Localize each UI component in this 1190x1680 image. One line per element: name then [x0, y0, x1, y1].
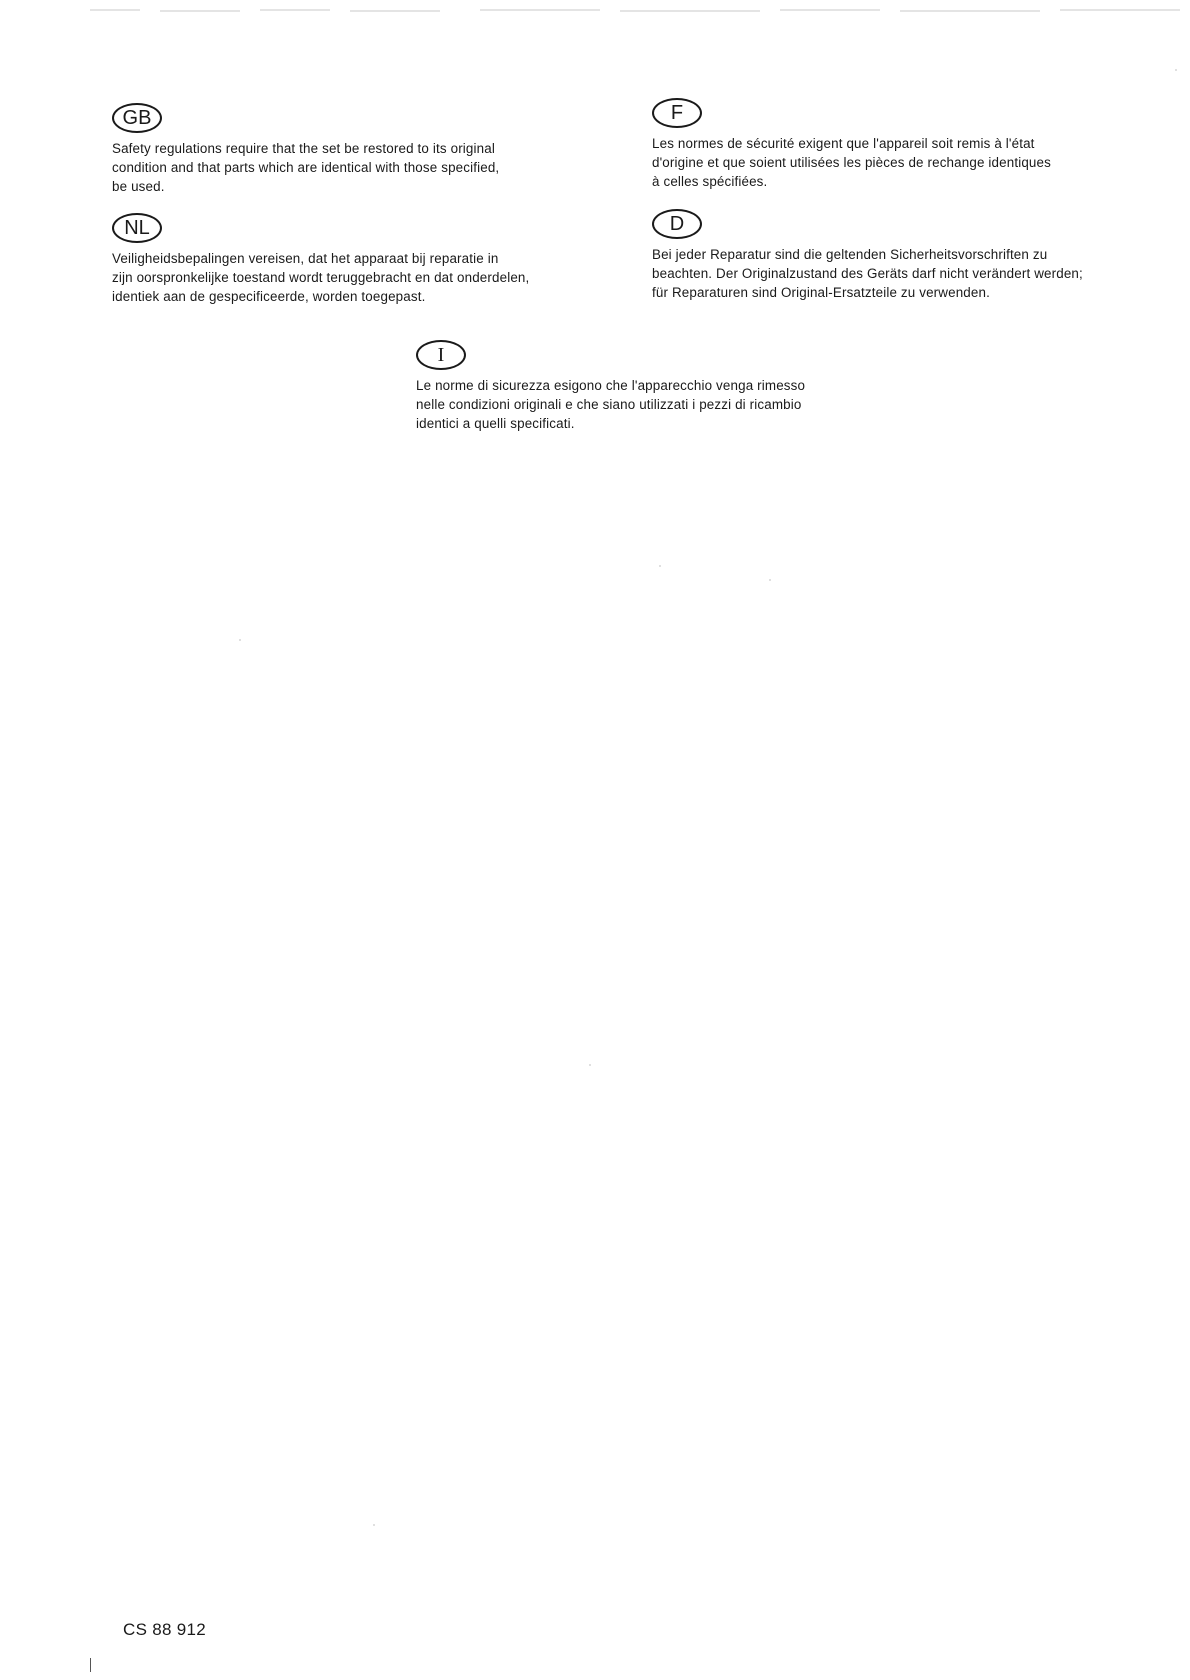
- language-badge-nl: NL: [112, 213, 162, 243]
- section-nl: [112, 213, 632, 306]
- section-gb: [112, 103, 632, 196]
- document-code: CS 88 912: [123, 1620, 207, 1639]
- section-i: [416, 340, 936, 433]
- safety-text-f: Les normes de sécurité exigent que l'appareil soit remis à l'état d'origine et que soient utilisées les pièces de rechange identiques à celles spécifiées.: [652, 136, 1051, 189]
- safety-text-i: Le norme di sicurezza esigono che l'apparecchio venga rimesso nelle condizioni originali e che siano utilizzati i pezzi di ricambio identici a quelli specificati.: [416, 378, 806, 431]
- language-badge-gb: GB: [112, 103, 162, 133]
- section-d: [652, 209, 1190, 302]
- safety-text-nl: Veiligheidsbepalingen vereisen, dat het apparaat bij reparatie in zijn oorspronkelijke toestand wordt teruggebracht en dat onderdelen, identiek aan de gespecificeerde, worden toegepast.: [112, 251, 530, 304]
- margin-mark: [90, 1658, 91, 1672]
- language-badge-d: D: [652, 209, 702, 239]
- language-badge-i: I: [416, 340, 466, 370]
- language-badge-f: F: [652, 98, 702, 128]
- safety-text-gb: Safety regulations require that the set be restored to its original condition and that parts which are identical with those specified, be used.: [112, 141, 500, 194]
- safety-text-d: Bei jeder Reparatur sind die geltenden Sicherheitsvorschriften zu beachten. Der Originalzustand des Geräts darf nicht verändert werden; für Reparaturen sind Original-Ersatzteile zu verwenden.: [652, 247, 1083, 300]
- section-f: [652, 98, 1172, 191]
